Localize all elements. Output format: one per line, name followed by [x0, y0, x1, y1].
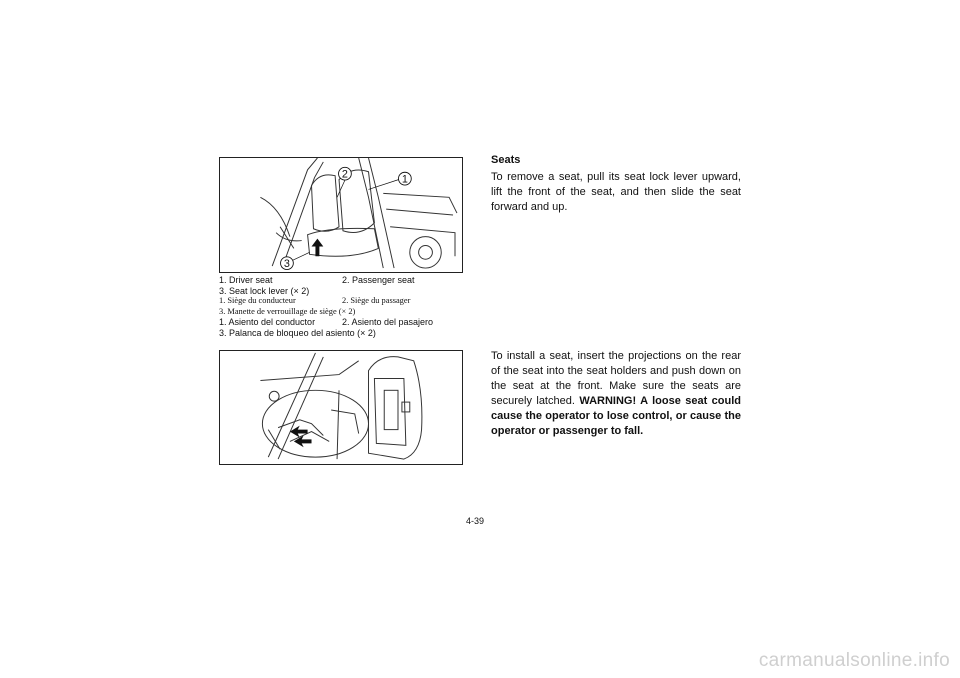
caption-row-es-2 — [219, 328, 479, 339]
remove-seat-paragraph: To remove a seat, pull its seat lock lever upward, lift the front of the seat, and then slide the seat forward and up. — [491, 171, 741, 213]
install-instructions: To install a seat, insert the projections on the rear of the seat into the seat holders and push down on the seat at the front. Make sure the seats are securely latched. — [491, 350, 741, 407]
callout-1: 1 — [401, 173, 408, 186]
warning-text: WARNING! A loose seat could cause the operator to lose control, or cause the operator or passenger to fall. — [491, 395, 742, 437]
caption-fr-passenger-seat: 2. Siège du passager — [342, 296, 411, 306]
seat-install-illustration — [219, 350, 463, 465]
caption-es-seat-lock-lever: 3. Palanca de bloqueo del asiento (× 2) — [219, 327, 376, 338]
callout-3: 3 — [283, 258, 290, 271]
caption-row-en-1 — [219, 275, 479, 286]
caption-es-passenger-seat: 2. Asiento del pasajero — [342, 317, 434, 328]
caption-fr-seat-lock-lever: 3. Manette de verrouillage de siège (× 2) — [219, 306, 356, 316]
callout-2: 2 — [341, 168, 348, 181]
caption-row-fr-2 — [219, 307, 479, 318]
caption-fr-driver-seat: 1. Siège du conducteur — [219, 296, 296, 306]
caption-driver-seat: 1. Driver seat — [219, 275, 273, 285]
caption-row-es-1 — [219, 317, 479, 328]
figure-captions — [219, 275, 479, 339]
caption-es-driver-seat: 1. Asiento del conductor — [219, 317, 316, 328]
section-title: Seats — [491, 154, 521, 166]
watermark: carmanualsonline.info — [758, 650, 950, 671]
seats-illustration — [219, 157, 463, 273]
caption-passenger-seat: 2. Passenger seat — [342, 275, 415, 285]
caption-row-en-2 — [219, 286, 479, 297]
caption-row-fr-1 — [219, 296, 479, 307]
up-arrow-icon — [312, 239, 324, 257]
seats-line-drawing — [220, 158, 462, 272]
seat-install-line-drawing — [220, 351, 462, 464]
page-number: 4-39 — [466, 516, 485, 526]
caption-seat-lock-lever: 3. Seat lock lever (× 2) — [219, 285, 310, 296]
install-seat-paragraph — [491, 349, 741, 439]
insert-arrow-icon-2 — [294, 436, 312, 448]
